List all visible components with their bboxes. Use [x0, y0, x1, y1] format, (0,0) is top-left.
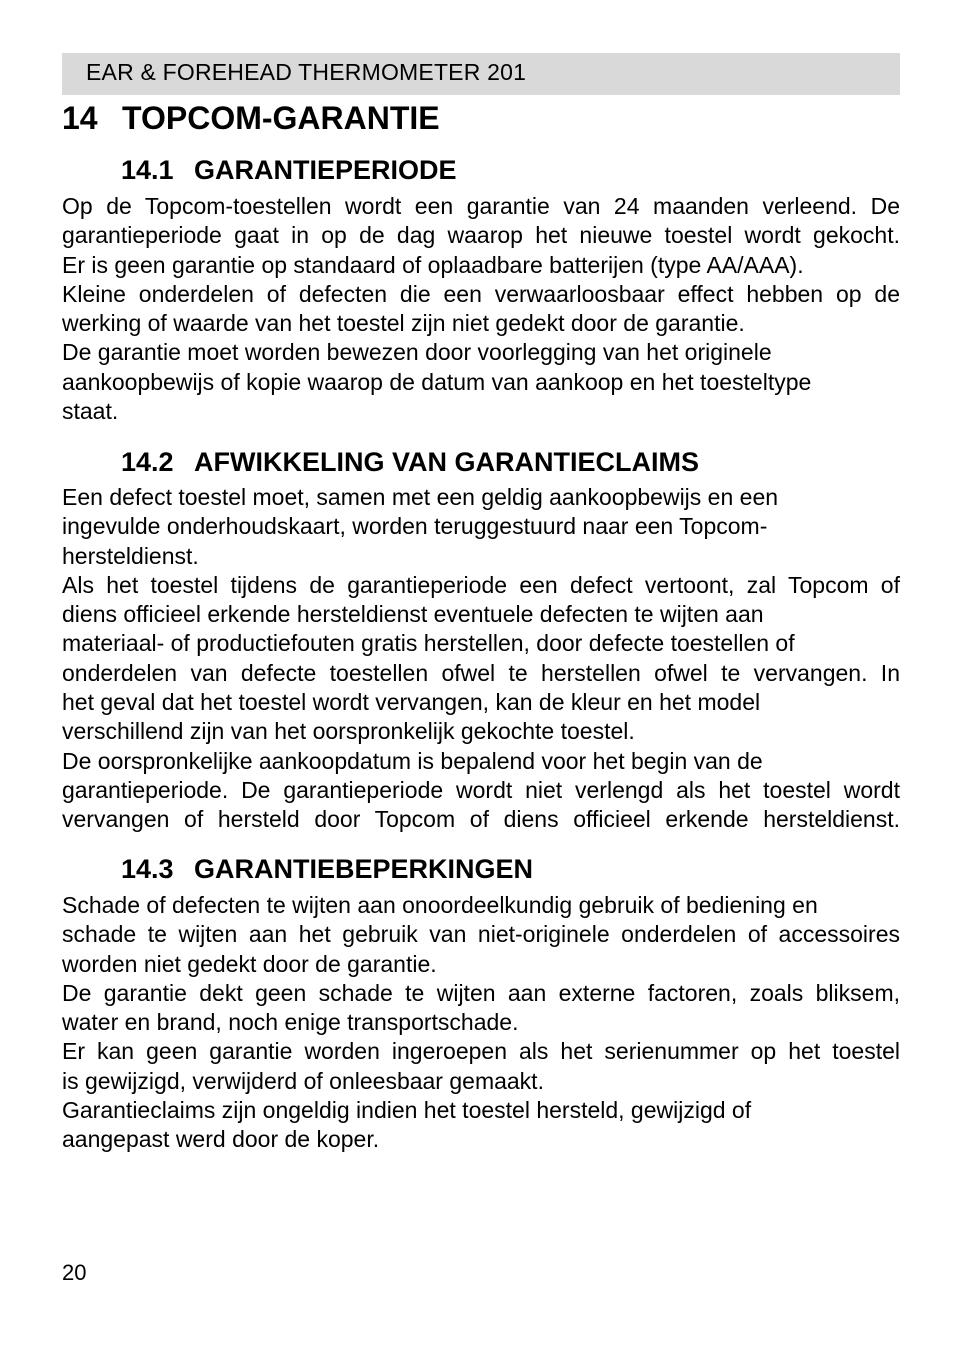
section-title: GARANTIEPERIODE: [194, 155, 457, 185]
text-line: Schade of defecten te wijten aan onoordeelkundig gebruik of bediening en: [62, 892, 818, 918]
text-line: ingevulde onderhoudskaart, worden teruggestuurd naar een Topcom-: [62, 513, 768, 540]
text-line: onderdelen van defecte toestellen ofwel te herstellen ofwel te vervangen. In: [62, 659, 900, 686]
text-line: worden niet gedekt door de garantie.: [62, 950, 437, 977]
text-line: staat.: [62, 398, 119, 425]
section-number: 14.2: [121, 447, 174, 477]
running-header: [62, 53, 900, 95]
text-line: diens officieel erkende hersteldienst eventuele defecten te wijten aan: [62, 601, 764, 628]
section-number: 14.3: [121, 854, 174, 884]
text-line: Er kan geen garantie worden ingeroepen als het serienummer op het toestel: [62, 1038, 900, 1065]
text-line: Kleine onderdelen of defecten die een verwaarloosbaar effect hebben op de: [62, 280, 900, 307]
text-line: De oorspronkelijke aankoopdatum is bepalend voor het begin van de: [62, 747, 763, 774]
text-line: aankoopbewijs of kopie waarop de datum van aankoop en het toesteltype: [62, 368, 812, 395]
text-line: Een defect toestel moet, samen met een geldig aankoopbewijs en een: [62, 484, 779, 510]
text-line: water en brand, noch enige transportschade.: [62, 1009, 519, 1036]
section-heading-garantieperiode: [121, 153, 457, 187]
text-line: De garantie moet worden bewezen door voorlegging van het originele: [62, 339, 772, 366]
chapter-heading: [62, 97, 440, 139]
section-heading-garantiebeperkingen: [121, 852, 533, 886]
text-line: Op de Topcom-toestellen wordt een garantie van 24 maanden verleend. De: [62, 193, 900, 219]
text-line: garantieperiode gaat in op de dag waarop het nieuwe toestel wordt gekocht.: [62, 222, 900, 249]
section-body-garantieperiode: [62, 192, 900, 426]
text-line: hersteldienst.: [62, 542, 199, 569]
text-line: het geval dat het toestel wordt vervangen, kan de kleur en het model: [62, 689, 761, 716]
text-line: Als het toestel tijdens de garantieperiode een defect vertoont, zal Topcom of: [62, 571, 900, 598]
text-line: Garantieclaims zijn ongeldig indien het toestel hersteld, gewijzigd of: [62, 1097, 752, 1124]
text-line: schade te wijten aan het gebruik van niet-originele onderdelen of accessoires: [62, 921, 900, 948]
section-number: 14.1: [121, 155, 174, 185]
chapter-title: TOPCOM-GARANTIE: [122, 100, 440, 136]
section-body-afwikkeling: [62, 483, 900, 835]
text-line: materiaal- of productiefouten gratis herstellen, door defecte toestellen of: [62, 630, 795, 657]
text-line: is gewijzigd, verwijderd of onleesbaar gemaakt.: [62, 1067, 544, 1094]
running-header-title: EAR & FOREHEAD THERMOMETER 201: [86, 59, 527, 85]
section-title: AFWIKKELING VAN GARANTIECLAIMS: [194, 447, 699, 477]
section-title: GARANTIEBEPERKINGEN: [194, 854, 534, 884]
section-heading-afwikkeling: [121, 445, 699, 479]
text-line: aangepast werd door de koper.: [62, 1126, 380, 1153]
text-line: vervangen of hersteld door Topcom of diens officieel erkende hersteldienst.: [62, 806, 900, 833]
chapter-number: 14: [62, 100, 98, 136]
text-line: Er is geen garantie op standaard of oplaadbare batterijen (type AA/AAA).: [62, 251, 804, 278]
text-line: De garantie dekt geen schade te wijten aan externe factoren, zoals bliksem,: [62, 979, 900, 1006]
section-body-garantiebeperkingen: [62, 891, 900, 1155]
text-line: garantieperiode. De garantieperiode wordt niet verlengd als het toestel wordt: [62, 776, 900, 803]
page-number: 20: [62, 1260, 87, 1285]
text-line: verschillend zijn van het oorspronkelijk gekochte toestel.: [62, 718, 635, 745]
text-line: werking of waarde van het toestel zijn niet gedekt door de garantie.: [62, 310, 745, 337]
